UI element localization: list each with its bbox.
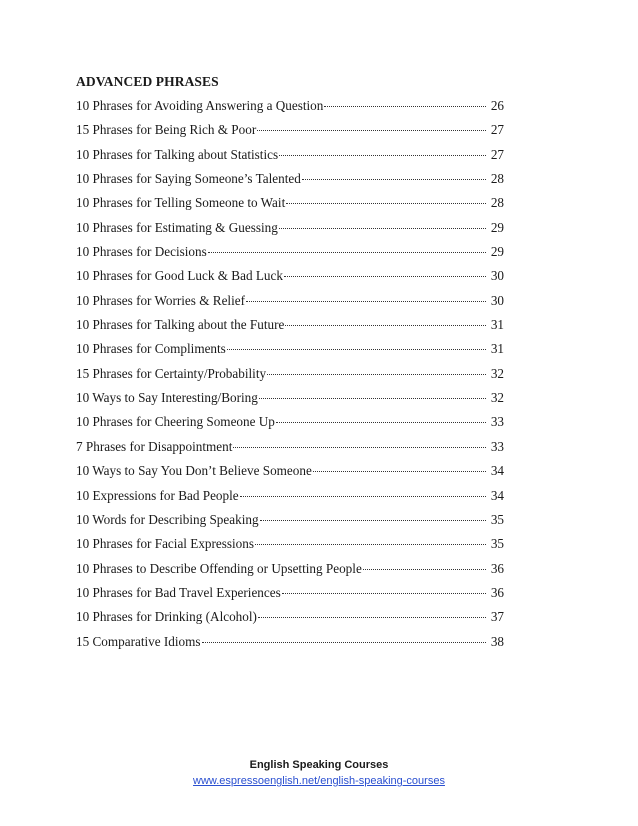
toc-entry-title: 10 Phrases for Bad Travel Experiences (76, 584, 281, 600)
toc-entry[interactable] (76, 634, 504, 658)
toc-entry-title: 10 Phrases to Describe Offending or Upsetting People (76, 560, 362, 576)
toc-entry[interactable] (76, 147, 504, 171)
toc-entry-page-number: 37 (490, 609, 504, 625)
toc-entry[interactable] (76, 488, 504, 512)
dot-leader (302, 179, 486, 180)
toc-entry-title: 10 Phrases for Saying Someone’s Talented (76, 171, 301, 187)
toc-entry-page-number: 33 (490, 438, 504, 454)
toc-entry[interactable] (76, 439, 504, 463)
toc-entry-title: 10 Phrases for Drinking (Alcohol) (76, 609, 257, 625)
dot-leader (285, 325, 486, 326)
toc-entry-page-number: 38 (490, 633, 504, 649)
toc-entry-title: 10 Phrases for Talking about the Future (76, 317, 285, 333)
toc-entry-title: 10 Phrases for Good Luck & Bad Luck (76, 268, 283, 284)
toc-entry-title: 10 Phrases for Compliments (76, 341, 226, 357)
toc-entry[interactable] (76, 341, 504, 365)
toc-entry-page-number: 34 (490, 463, 504, 479)
toc-entry[interactable] (76, 293, 504, 317)
toc-entry-page-number: 27 (490, 122, 504, 138)
toc-entry[interactable] (76, 98, 504, 122)
toc-entry-title: 10 Phrases for Avoiding Answering a Question (76, 98, 324, 113)
toc-entry[interactable] (76, 390, 504, 414)
toc-entry-page-number: 29 (490, 219, 504, 235)
footer-title: English Speaking Courses (249, 759, 389, 771)
dot-leader (279, 155, 486, 156)
toc-entry[interactable] (76, 536, 504, 560)
toc-entry-page-number: 27 (490, 146, 504, 162)
dot-leader (324, 106, 486, 107)
toc-entry-page-number: 31 (490, 341, 504, 357)
dot-leader (227, 349, 486, 350)
toc-entry[interactable] (76, 195, 504, 219)
dot-leader (259, 398, 486, 399)
dot-leader (284, 276, 486, 277)
toc-entry[interactable] (76, 220, 504, 244)
toc-entry[interactable] (76, 317, 504, 341)
dot-leader (279, 228, 486, 229)
dot-leader (282, 593, 486, 594)
toc-entry[interactable] (76, 414, 504, 438)
toc-entry-page-number: 31 (490, 317, 504, 333)
toc-entry[interactable] (76, 561, 504, 585)
toc-entry[interactable] (76, 171, 504, 195)
dot-leader (258, 617, 486, 618)
dot-leader (240, 496, 486, 497)
dot-leader (257, 130, 486, 131)
toc-entry-page-number: 34 (490, 487, 504, 503)
dot-leader (202, 642, 486, 643)
toc-entry-title: 10 Phrases for Telling Someone to Wait (76, 195, 286, 211)
dot-leader (255, 544, 486, 545)
toc-entry-title: 10 Ways to Say You Don’t Believe Someone (76, 463, 312, 479)
toc-entry[interactable] (76, 585, 504, 609)
toc-entry-page-number: 33 (490, 414, 504, 430)
dot-leader (286, 203, 486, 204)
dot-leader (267, 374, 486, 375)
toc-entry-title: 10 Phrases for Worries & Relief (76, 292, 245, 308)
toc-entry-title: 10 Phrases for Cheering Someone Up (76, 414, 275, 430)
dot-leader (313, 471, 486, 472)
dot-leader (246, 301, 486, 302)
toc-entry-page-number: 30 (490, 268, 504, 284)
toc-entry-page-number: 30 (490, 292, 504, 308)
toc-entry-title: 10 Expressions for Bad People (76, 487, 239, 503)
section-heading: ADVANCED PHRASES (76, 74, 219, 89)
table-of-contents (76, 98, 504, 658)
dot-leader (233, 447, 486, 448)
toc-entry-title: 15 Phrases for Being Rich & Poor (76, 122, 257, 138)
toc-entry-title: 15 Phrases for Certainty/Probability (76, 365, 267, 381)
dot-leader (276, 422, 486, 423)
toc-entry-title: 10 Phrases for Talking about Statistics (76, 146, 279, 162)
toc-entry-title: 15 Comparative Idioms (76, 633, 201, 649)
toc-entry-page-number: 35 (490, 511, 504, 527)
toc-entry-title: 10 Ways to Say Interesting/Boring (76, 390, 258, 406)
toc-entry-title: 10 Phrases for Estimating & Guessing (76, 219, 278, 235)
dot-leader (363, 569, 486, 570)
toc-entry-page-number: 36 (490, 584, 504, 600)
dot-leader (208, 252, 486, 253)
toc-entry-title: 10 Phrases for Facial Expressions (76, 536, 254, 552)
toc-entry-title: 10 Words for Describing Speaking (76, 511, 259, 527)
toc-entry-page-number: 26 (490, 98, 504, 113)
toc-entry[interactable] (76, 244, 504, 268)
toc-entry-title: 7 Phrases for Disappointment (76, 438, 233, 454)
toc-entry-page-number: 32 (490, 390, 504, 406)
toc-entry[interactable] (76, 512, 504, 536)
toc-entry-page-number: 36 (490, 560, 504, 576)
toc-entry-page-number: 32 (490, 365, 504, 381)
footer-link[interactable]: www.espressoenglish.net/english-speaking-courses (193, 775, 445, 787)
toc-entry-page-number: 29 (490, 244, 504, 260)
toc-entry-page-number: 35 (490, 536, 504, 552)
toc-entry[interactable] (76, 609, 504, 633)
toc-entry[interactable] (76, 366, 504, 390)
toc-entry[interactable] (76, 463, 504, 487)
toc-entry[interactable] (76, 268, 504, 292)
dot-leader (260, 520, 486, 521)
toc-entry-page-number: 28 (490, 195, 504, 211)
toc-entry[interactable] (76, 122, 504, 146)
toc-entry-title: 10 Phrases for Decisions (76, 244, 207, 260)
toc-entry-page-number: 28 (490, 171, 504, 187)
